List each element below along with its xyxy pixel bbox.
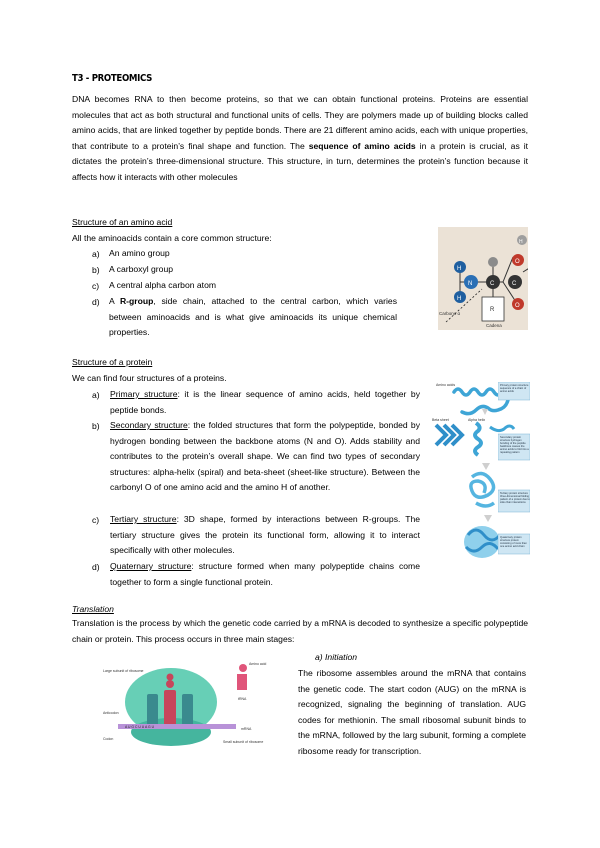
figure-label: Codon: [103, 737, 114, 741]
figure-label: Beta sheet: [432, 418, 449, 422]
intro-text-2: in a protein is crucial, as it dictates the protein’s three-dimensional structure. This structure, in turn, determines the protein’s function because it affects how it interacts with other molecules: [72, 140, 529, 182]
list-marker: a): [92, 390, 100, 400]
figure-label: Small subunit of ribosome: [223, 740, 264, 744]
list-marker: d): [92, 297, 100, 307]
item-term: Secondary structure: [110, 420, 188, 430]
atom-label: H: [457, 266, 462, 272]
atom-label: H: [457, 296, 462, 302]
list-marker: d): [92, 562, 100, 572]
info-box-quaternary: Quaternary protein structure protein consisting of more than one amino acid chain: [500, 536, 527, 548]
figure-label: Amino acid: [249, 662, 267, 666]
translation-figure: [103, 660, 293, 760]
list-item: A carboxyl group: [109, 264, 174, 274]
item-text: : it is the linear sequence of amino acids, held together by peptide bonds.: [110, 389, 420, 415]
list-item: [110, 512, 420, 559]
alpha-helix: [475, 423, 481, 455]
atom-label: N: [468, 281, 473, 287]
list-item: A central alpha carbon atom: [109, 280, 217, 290]
alpha-carbon-label: Carbono α: [439, 311, 461, 316]
page-title: T3 - PROTEOMICS: [72, 73, 152, 84]
trna-right: [182, 694, 193, 728]
list-marker: b): [92, 421, 100, 431]
translation-paragraph: Translation is the process by which the genetic code carried by a mRNA is decoded to synthesize a specific polypeptide chain or protein. This process occurs in three main stages:: [72, 618, 528, 644]
list-marker: c): [92, 281, 100, 291]
translation-heading: Translation: [72, 604, 114, 614]
list-marker: a): [92, 249, 100, 259]
amino-lead: All the aminoacids contain a core common structure:: [72, 233, 272, 243]
arrow-icon: [484, 515, 492, 522]
item-term: Tertiary structure: [110, 514, 177, 524]
hydrogen-atom: [488, 257, 498, 267]
quaternary-complex: [464, 526, 500, 558]
codon-sequence: A U G C U U A G U: [125, 725, 155, 729]
arrow-icon: [482, 409, 488, 415]
list-item: [110, 559, 420, 590]
atom-label: H: [519, 239, 523, 245]
item-bold: R-group: [119, 296, 154, 306]
figure-label: tRNA: [238, 697, 247, 701]
protein-lead: We can find four structures of a proteins.: [72, 373, 227, 383]
figure-label: Large subunit of ribosome: [103, 669, 144, 673]
atom-label: C: [490, 281, 495, 287]
item-text: : structure formed when many polypeptide chains come together to form a single functional protein.: [110, 561, 420, 587]
item-text: A: [109, 296, 115, 306]
amino-acid-bead: [166, 680, 174, 688]
initiation-paragraph: The ribosome assembles around the mRNA that contains the genetic code. The start codon (AUG) on the mRNA is recognized, signaling the beginning of translation. AUG codes for methionin. The small ribosomal subunit binds to the mRNA, followed by the larg subunit, forming a complete ribosome ready for transcription.: [298, 668, 526, 756]
intro-text-1: DNA becomes RNA to then become proteins, so that we can obtain functional proteins. Proteins are essential molecules that act as both structural and functional units of cells. They are polymers made up of building blocks called amino acids, that are linked together by peptide bonds. There are 21 different amino acids, each with unique properties, that contribute to a protein’s final shape and function. The: [72, 94, 528, 151]
trna-left: [147, 694, 158, 728]
figure-label: mRNA: [241, 727, 252, 731]
list-marker: c): [92, 515, 100, 525]
info-box-secondary: Secondary protein structure hydrogen bonding of the peptide backbone causes the amino acids to fold into a repeating pattern: [500, 436, 529, 454]
side-chain-label: Cadena: [486, 323, 502, 328]
list-item: [110, 387, 420, 418]
intro-bold-term: sequence of amino acids: [308, 140, 416, 151]
protein-heading: Structure of a protein: [72, 357, 153, 367]
amino-acid-figure: [438, 227, 528, 330]
figure-label: Amino acids: [436, 383, 456, 387]
amino-heading: Structure of an amino acid: [72, 217, 173, 227]
intro-paragraph: [72, 92, 528, 186]
incoming-trna: [237, 674, 247, 690]
item-text: : 3D shape, formed by interactions between R-groups. The tertiary structure gives the protein its functional form, allowing it to interact specifically with other molecules.: [110, 514, 420, 556]
item-text: : the folded structures that form the polypeptide, bonded by hydrogen bonding between the backbone atoms (N and O). Adds stability and contributes to the protein’s overall shape. We can find two types of secondary structures: alpha-helix (spiral) and beta-sheet (sheet-like structure). Between the carbonyl O of one amino acid and the amino H of another.: [110, 420, 420, 493]
list-item: An amino group: [109, 248, 170, 258]
figure-label: Alpha helix: [468, 418, 486, 422]
free-amino-acid: [239, 664, 247, 672]
amino-acid-bead: [167, 674, 174, 681]
protein-figure-boxes: [498, 382, 530, 578]
atom-label: O: [515, 259, 520, 265]
tertiary-fold: [471, 473, 494, 506]
atom-label: C: [512, 281, 517, 287]
info-box-tertiary: Tertiary protein structure three-dimensional folding pattern of a protein due to side chain interactions: [500, 492, 530, 504]
trna-middle: [164, 690, 176, 728]
info-box-primary: Primary protein structure sequence of a chain of amino acids: [500, 384, 529, 393]
figure-label: Anticodon: [103, 711, 119, 715]
item-term: Primary structure: [110, 389, 178, 399]
atom-label: O: [515, 303, 520, 309]
arrow-icon: [482, 463, 490, 470]
beta-sheet: [436, 425, 462, 445]
r-label: R: [490, 307, 495, 313]
item-text: , side chain, attached to the central carbon, which varies between aminoacids and is what give aminoacids its unique chemical properties.: [109, 296, 397, 338]
initiation-heading: a) Initiation: [315, 652, 358, 662]
list-marker: b): [92, 265, 100, 275]
list-item: [110, 418, 420, 496]
list-item: [109, 294, 397, 341]
item-term: Quaternary structure: [110, 561, 192, 571]
